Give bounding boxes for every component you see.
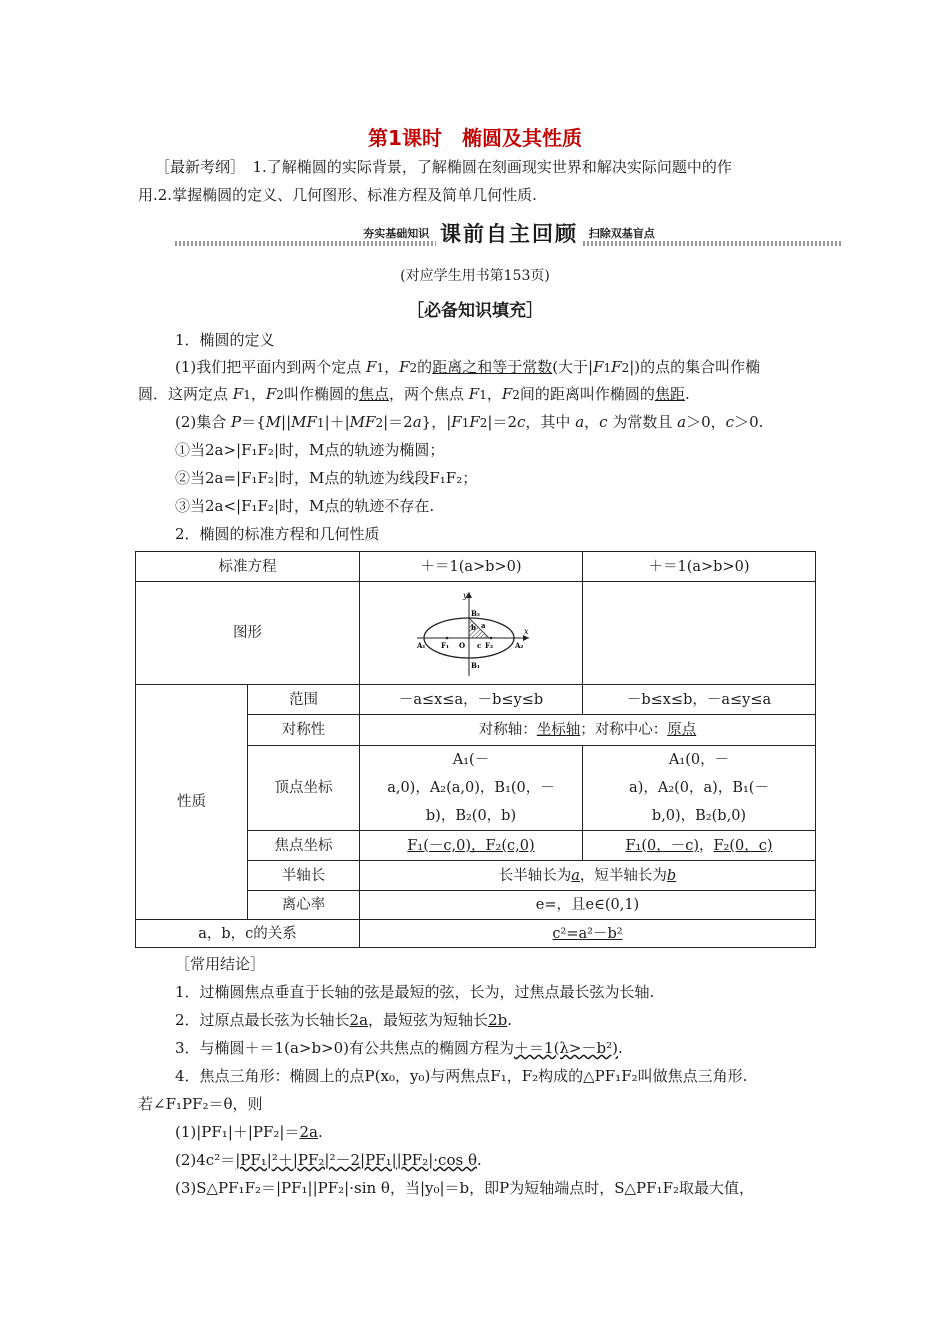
- equation-vertical: ＋＝1(a>b>0): [583, 552, 816, 582]
- label-o: O: [459, 641, 466, 650]
- banner-right-text: 扫除双基盲点: [588, 227, 655, 240]
- label-c: c: [477, 641, 482, 650]
- abc-relation-value: c²=a²－b²: [360, 920, 816, 948]
- label-a1: A₁: [417, 641, 426, 650]
- conclusion-1: 1．过椭圆焦点垂直于长轴的弦是最短的弦，长为，过焦点最长弦为长轴.: [175, 983, 655, 1001]
- ellipse-properties-table: [135, 551, 816, 948]
- case-1: ①当2a>|F₁F₂|时，M点的轨迹为椭圆；: [175, 441, 445, 459]
- row-abc-relation: a，b，c的关系: [136, 920, 360, 948]
- case-3: ③当2a<|F₁F₂|时，M点的轨迹不存在.: [175, 497, 435, 515]
- definition-heading: 1．椭圆的定义: [175, 331, 275, 349]
- conclusion-3: 3．与椭圆＋＝1(a>b>0)有公共焦点的椭圆方程为＋＝1(λ>－b²).: [175, 1039, 623, 1057]
- blank-center: 原点: [667, 722, 697, 738]
- label-f2: F₂: [485, 641, 494, 650]
- lesson-title: 第1课时 椭圆及其性质: [368, 126, 582, 150]
- range-vertical: －b≤x≤b，－a≤y≤a: [583, 685, 816, 715]
- foci-vertical: F₁(0，－c)，F₂(0，c): [583, 831, 816, 861]
- label-b1: B₁: [471, 661, 480, 670]
- row-vertices: 顶点坐标: [248, 746, 360, 831]
- banner-left-text: 夯实基础知识: [363, 227, 430, 240]
- conclusions-heading: ［常用结论］: [175, 955, 266, 973]
- blank-distance-sum: 距离之和等于常数: [432, 358, 553, 376]
- row-symmetry: 对称性: [248, 715, 360, 746]
- blank-focal-distance: 焦距: [654, 385, 685, 403]
- blank-focus: 焦点: [358, 385, 389, 403]
- banner-main-text: 课前自主回顾: [436, 222, 582, 246]
- range-horizontal: －a≤x≤a，－b≤y≤b: [360, 685, 583, 715]
- label-y: y: [463, 591, 468, 600]
- row-semi-axis: 半轴长: [248, 861, 360, 891]
- row-foci: 焦点坐标: [248, 831, 360, 861]
- blank-axis: 坐标轴: [536, 722, 581, 738]
- outline-line-2: 用.2.掌握椭圆的定义、几何图形、标准方程及简单几何性质.: [138, 186, 537, 204]
- foci-horizontal: F₁(－c,0)，F₂(c,0): [360, 831, 583, 861]
- ellipse-figure: [411, 588, 531, 678]
- label-b2: B₂: [471, 609, 480, 618]
- conclusion-4-item-1: (1)|PF₁|＋|PF₂|＝2a.: [175, 1123, 323, 1141]
- conclusion-4-item-2: (2)4c²＝|PF₁|²＋|PF₂|²－2|PF₁||PF₂|·cos θ.: [175, 1151, 482, 1169]
- figure-cell: [360, 582, 583, 685]
- label-b: b: [471, 623, 476, 632]
- vertices-vertical: A₁(0，－ a)，A₂(0，a)，B₁(－ b,0)，B₂(b,0): [583, 746, 816, 831]
- label-a2: A₂: [515, 641, 524, 650]
- section-title: ［必备知识填充］: [407, 301, 543, 321]
- semi-axis-value: 长半轴长为a，短半轴长为b: [360, 861, 816, 891]
- eccentricity-value: e=，且e∈(0,1): [360, 891, 816, 920]
- conclusion-4-item-3: (3)S△PF₁F₂＝|PF₁||PF₂|·sin θ，当|y₀|＝b，即P为短轴端点时，S△PF₁F₂取最大值，: [175, 1179, 754, 1197]
- definition-para-2: (2)集合 P＝{M||MF1|＋|MF2|＝2a}，|F1F2|＝2c，其中 a，c 为常数且 a＞0，c＞0.: [175, 413, 764, 431]
- definition-para-1: (1)我们把平面内到两个定点 F1，F2的距离之和等于常数(大于|F1F2|)的点的集合叫作椭: [175, 358, 761, 376]
- table-heading: 2．椭圆的标准方程和几何性质: [175, 525, 380, 543]
- case-2: ②当2a=|F₁F₂|时，M点的轨迹为线段F₁F₂；: [175, 469, 478, 487]
- row-eccentricity: 离心率: [248, 891, 360, 920]
- figure-cell-empty: [583, 582, 816, 685]
- equation-horizontal: ＋＝1(a>b>0): [360, 552, 583, 582]
- vertices-horizontal: A₁(－ a,0)，A₂(a,0)，B₁(0，－ b)，B₂(0，b): [360, 746, 583, 831]
- header-figure: 图形: [136, 582, 360, 685]
- symmetry-value: 对称轴：坐标轴；对称中心：原点: [360, 715, 816, 746]
- header-properties: 性质: [136, 685, 248, 920]
- page-reference: (对应学生用书第153页): [400, 268, 550, 284]
- label-f1: F₁: [441, 641, 450, 650]
- label-a: a: [481, 621, 486, 630]
- conclusion-4-cont: 若∠F₁PF₂＝θ，则: [138, 1095, 263, 1113]
- label-x: x: [524, 627, 529, 636]
- conclusion-4: 4．焦点三角形：椭圆上的点P(x₀，y₀)与两焦点F₁，F₂构成的△PF₁F₂叫做焦点三角形.: [175, 1067, 748, 1085]
- outline-line-1: ［最新考纲］ 1.了解椭圆的实际背景，了解椭圆在刻画现实世界和解决实际问题中的作: [155, 158, 732, 176]
- section-banner: [175, 218, 843, 250]
- definition-para-1-cont: 圆．这两定点 F1，F2叫作椭圆的焦点，两个焦点 F1，F2间的距离叫作椭圆的焦距.: [138, 385, 690, 403]
- conclusion-2: 2．过原点最长弦为长轴长2a，最短弦为短轴长2b.: [175, 1011, 512, 1029]
- row-range: 范围: [248, 685, 360, 715]
- header-standard-equation: 标准方程: [136, 552, 360, 582]
